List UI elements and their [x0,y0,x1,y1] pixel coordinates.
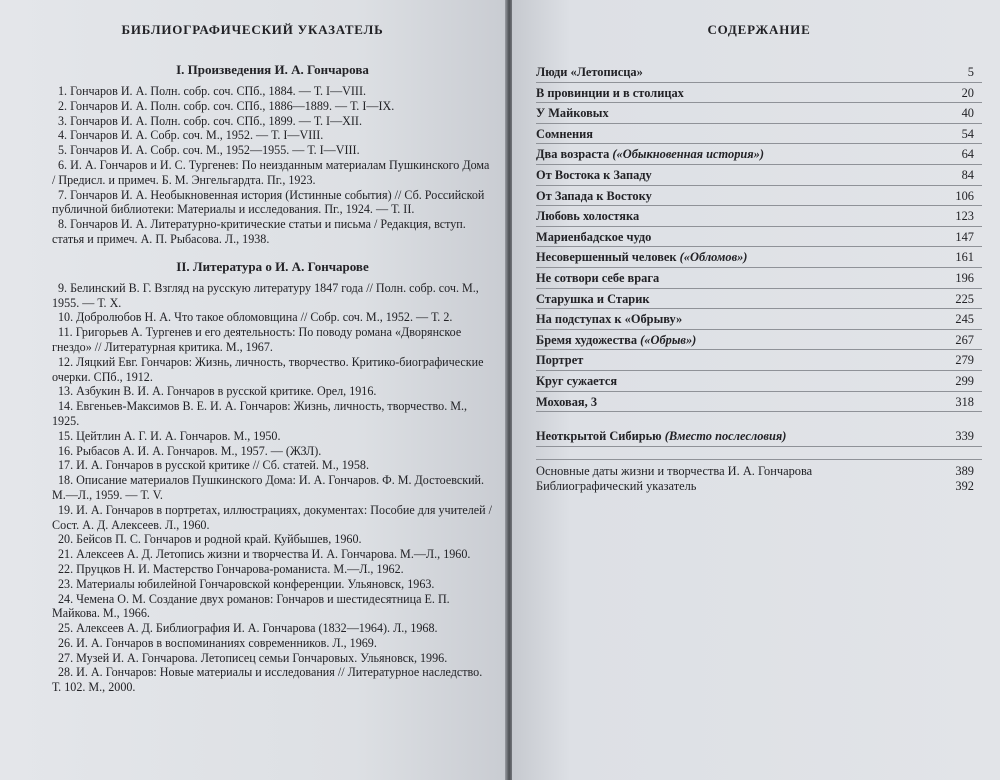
toc-entry-page: 225 [955,291,974,306]
toc-entry-title: В провинции и в столицах [536,85,684,100]
toc-entry-title: Бремя художества («Обрыв») [536,332,697,347]
toc-entry-title: На подступах к «Обрыву» [536,312,683,327]
toc-entry-page: 389 [955,463,974,478]
toc-entry-page: 106 [955,188,974,203]
bibliography-entry: 16. Рыбасов А. И. А. Гончаров. М., 1957. — (ЖЗЛ). [58,443,322,458]
toc-entry-title: Любовь холостяка [536,209,640,224]
toc-row [536,309,982,330]
literature-list [52,281,493,695]
section-works-heading: I. Произведения И. А. Гончарова [176,62,369,77]
bibliography-entry: 20. Бейсов П. С. Гончаров и родной край. Куйбышев, 1960. [58,532,362,547]
bibliography-entry: 6. И. А. Гончаров и И. С. Тургенев: По неизданным материалам Пушкинского Дома / Предисл. и примеч. Б. М. Энгельгардта. Пг., 1923. [52,157,490,187]
bibliography-entry: 4. Гончаров И. А. Собр. соч. М., 1952. — Т. I—VIII. [58,128,324,143]
toc-entry-title: Портрет [536,353,584,368]
toc-row [536,227,982,248]
toc-entry-title: От Запада к Востоку [536,188,652,203]
toc-row [536,206,982,227]
bibliography-entry: 22. Пруцков Н. И. Мастерство Гончарова-романиста. М.—Л., 1962. [58,561,404,576]
toc-entry-page: 279 [955,353,974,368]
bibliography-entry: 24. Чемена О. М. Создание двух романов: Гончаров и шестидесятница Е. П. Майкова. М., 1966. [52,591,450,621]
toc-entry-title: Сомнения [536,126,593,141]
toc-row [536,83,982,104]
section-literature-heading: II. Литература о И. А. Гончарове [176,258,369,274]
toc-row [536,330,982,351]
bibliography-entry: 5. Гончаров И. А. Собр. соч. М., 1952—1955. — Т. I—VIII. [58,143,360,158]
toc-entry-page: 318 [955,394,974,409]
toc-appendix-row [536,479,982,494]
bibliography-entry: 17. И. А. Гончаров в русской критике // Сб. статей. М., 1958. [58,458,369,473]
bibliography-entry: 21. Алексеев А. Д. Летопись жизни и творчества И. А. Гончарова. М.—Л., 1960. [58,547,471,562]
toc-afterword-row [536,426,982,447]
bibliography-entry: 11. Григорьев А. Тургенев и его деятельность: По поводу романа «Дворянское гнездо» // Литературная критика. М., 1967. [52,325,462,354]
toc-entry-title: У Майковых [536,106,609,121]
toc-entry-title: Не сотвори себе врага [536,270,660,285]
bibliography-entry: 1. Гончаров И. А. Полн. собр. соч. СПб., 1884. — Т. I—VIII. [58,84,367,98]
toc-entry-page: 84 [961,167,974,182]
toc-entry-title: Круг сужается [536,373,618,388]
bibliography-entry: 9. Белинский В. Г. Взгляд на русскую литературу 1847 года // Полн. собр. соч. М., 1955. — Т. X. [52,280,479,310]
toc-entry-page: 64 [961,147,974,162]
toc-entry-page: 339 [955,429,974,444]
bibliography-entry: 23. Материалы юбилейной Гончаровской конференции. Ульяновск, 1963. [58,576,435,591]
bibliography-entry: 13. Азбукин В. И. А. Гончаров в русской критике. Орел, 1916. [58,384,377,399]
toc-row [536,124,982,145]
toc-entry-page: 5 [967,65,974,79]
contents-title: СОДЕРЖАНИЕ [707,22,811,37]
toc-row [536,371,982,392]
toc-row [536,289,982,310]
bibliography-title: БИБЛИОГРАФИЧЕСКИЙ УКАЗАТЕЛЬ [121,22,384,37]
bibliography-entry: 12. Ляцкий Евг. Гончаров: Жизнь, личность, творчество. Критико-биографические очерки. СПб., 1912. [52,354,484,384]
toc-entry-title: Несовершенный человек («Обломов») [536,250,748,265]
toc-row [536,392,982,413]
toc-entry-title: Моховая, 3 [536,394,598,409]
right-page [512,0,1000,780]
toc-entry-page: 392 [955,478,974,493]
toc-entry-page: 299 [955,373,974,388]
toc-entry-title: Основные даты жизни и творчества И. А. Гончарова [536,463,813,478]
toc-entry-page: 196 [955,270,974,285]
bibliography-entry: 2. Гончаров И. А. Полн. собр. соч. СПб., 1886—1889. — Т. I—IX. [58,98,395,113]
toc-entry-title: Неоткрытой Сибирью (Вместо послесловия) [536,429,787,444]
toc-entry-page: 40 [961,106,974,121]
toc-row [536,144,982,165]
bibliography-entry: 3. Гончаров И. А. Полн. собр. соч. СПб., 1899. — Т. I—XII. [58,113,362,128]
bibliography-entry: 15. Цейтлин А. Г. И. А. Гончаров. М., 1950. [58,428,281,443]
toc-row [536,103,982,124]
toc-entry-page: 54 [961,126,974,141]
toc-row [536,350,982,371]
toc-row [536,247,982,268]
toc-row [536,268,982,289]
bibliography-entry: 26. И. А. Гончаров в воспоминаниях современников. Л., 1969. [58,635,377,650]
toc-appendix [536,459,982,494]
toc-entry-page: 161 [955,250,974,265]
toc-row [536,62,982,83]
bibliography-entry: 18. Описание материалов Пушкинского Дома: И. А. Гончаров. Ф. М. Достоевский. М.—Л., 1959. — Т. V. [52,473,485,502]
bibliography-entry: 28. И. А. Гончаров: Новые материалы и исследования // Литературное наследство. Т. 102. М., 2000. [52,665,483,695]
bibliography-entry: 14. Евгеньев-Максимов В. Е. И. А. Гончаров: Жизнь, личность, творчество. М., 1925. [52,399,468,428]
bibliography-entry: 25. Алексеев А. Д. Библиография И. А. Гончарова (1832—1964). Л., 1968. [58,621,438,636]
toc-entry-page: 123 [955,209,974,224]
bibliography-entry: 10. Добролюбов Н. А. Что такое обломовщина // Собр. соч. М., 1952. — Т. 2. [58,310,453,325]
table-of-contents [536,62,982,412]
works-list [52,84,493,247]
toc-row [536,165,982,186]
bibliography-entry: 27. Музей И. А. Гончарова. Летописец семьи Гончаровых. Ульяновск, 1996. [58,650,448,665]
toc-entry-title: От Востока к Западу [536,167,652,182]
toc-entry-page: 20 [961,85,974,100]
toc-row [536,186,982,207]
toc-entry-title: Старушка и Старик [536,291,650,306]
bibliography-entry: 7. Гончаров И. А. Необыкновенная история (Истинные события) // Сб. Российской публичной библиотеки: Материалы и исследования. Пг., 1924. — Т. II. [52,187,485,217]
toc-entry-title: Люди «Летописца» [536,65,643,79]
toc-entry-page: 147 [955,229,974,244]
toc-entry-page: 267 [955,332,974,347]
toc-entry-title: Библиографический указатель [536,478,697,493]
toc-appendix-row [536,459,982,479]
bibliography-entry: 8. Гончаров И. А. Литературно-критические статьи и письма / Редакция, вступ. статья и примеч. А. П. Рыбасова. Л., 1938. [52,217,466,246]
bibliography-entry: 19. И. А. Гончаров в портретах, иллюстрациях, документах: Пособие для учителей / Сост. А. Д. Алексеев. Л., 1960. [52,502,493,532]
toc-entry-title: Два возраста («Обыкновенная история») [536,147,764,162]
toc-entry-page: 245 [955,312,974,327]
toc-entry-title: Мариенбадское чудо [536,229,652,244]
